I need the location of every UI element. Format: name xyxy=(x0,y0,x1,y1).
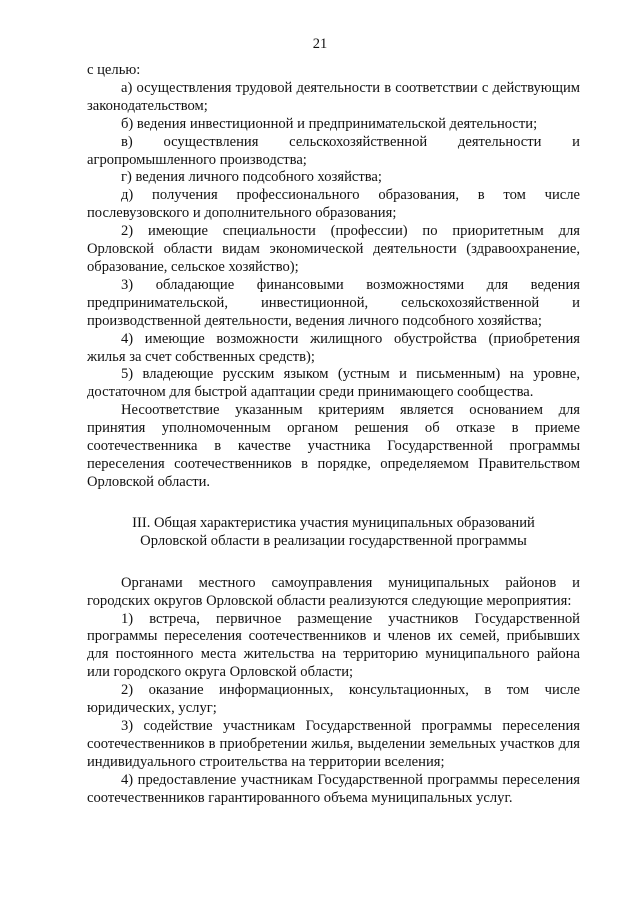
measure-item-2: 2) оказание информационных, консультационных, в том числе юридических, услуг; xyxy=(87,682,580,717)
list-item-5: 5) владеющие русским языком (устным и письменным) на уровне, достаточном для быстрой адаптации среди принимающего сообщества. xyxy=(87,366,580,401)
list-item-d: д) получения профессионального образования, в том числе послевузовского и дополнительного образования; xyxy=(87,187,580,222)
paragraph-intro: с целью: xyxy=(87,62,141,78)
list-item-a: а) осуществления трудовой деятельности в соответствии с действующим законодательством; xyxy=(87,79,580,114)
paragraph-measures-intro: Органами местного самоуправления муниципальных районов и городских округов Орловской области реализуются следующие мероприятия: xyxy=(87,574,580,609)
paragraph-noncompliance: Несоответствие указанным критериям является основанием для принятия уполномоченным органом решения об отказе в приеме соотечественника в качестве участника Государственной программы переселения соотечественников в порядке, определяемом Правительством Орловской области. xyxy=(87,402,580,490)
page-number: 21 xyxy=(312,36,328,52)
list-item-v: в) осуществления сельскохозяйственной деятельности и агропромышленного производства; xyxy=(87,133,580,168)
measure-item-3: 3) содействие участникам Государственной программы переселения соотечественников в приобретении жилья, выделении земельных участков для индивидуального строительства на территории вселения; xyxy=(87,718,580,770)
section-heading xyxy=(87,514,580,550)
section-heading-line1: III. Общая характеристика участия муниципальных образований xyxy=(132,514,535,531)
list-item-b: б) ведения инвестиционной и предпринимательской деятельности; xyxy=(121,115,538,132)
document-body xyxy=(87,62,580,808)
section-heading-line2: Орловской области в реализации государственной программы xyxy=(140,532,527,549)
list-item-4: 4) имеющие возможности жилищного обустройства (приобретения жилья за счет собственных средств); xyxy=(87,330,580,365)
measure-item-1: 1) встреча, первичное размещение участников Государственной программы переселения соотечественников и членов их семей, прибывших для постоянного места жительства на территорию муниципального района или городского округа Орловской области; xyxy=(87,610,580,681)
list-item-g: г) ведения личного подсобного хозяйства; xyxy=(121,169,382,186)
list-item-2: 2) имеющие специальности (профессии) по приоритетным для Орловской области видам экономической деятельности (здравоохранение, образование, сельское хозяйство); xyxy=(87,223,580,275)
list-item-3: 3) обладающие финансовыми возможностями для ведения предпринимательской, инвестиционной, сельскохозяйственной и производственной деятельности, ведения личного подсобного хозяйства; xyxy=(87,276,580,329)
measure-item-4: 4) предоставление участникам Государственной программы переселения соотечественников гарантированного объема муниципальных услуг. xyxy=(87,771,580,806)
